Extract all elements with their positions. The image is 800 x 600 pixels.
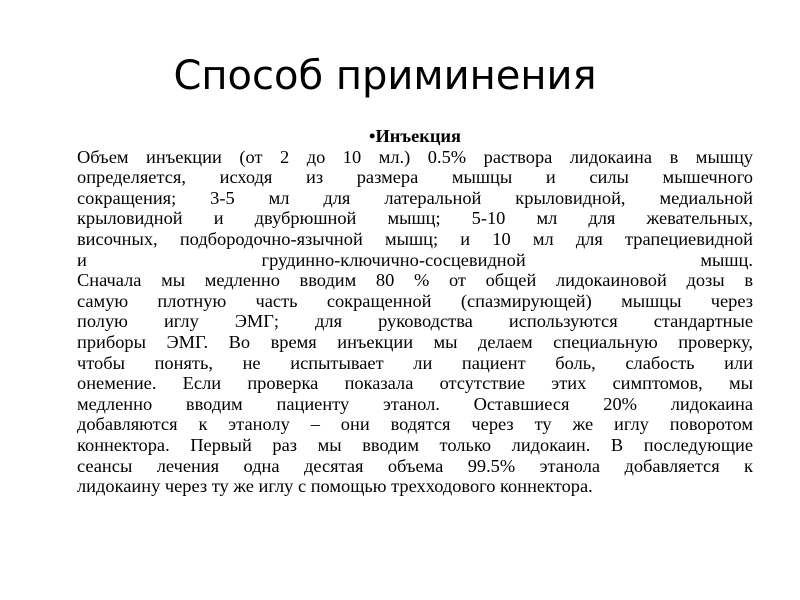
body-line: коннектора. Первый раз мы вводим только лидокаин. В последующие	[77, 434, 753, 455]
body-line: онемение. Если проверка показала отсутствие этих симптомов, мы	[77, 373, 753, 394]
body-line: самую плотную часть сокращенной (спазмирующей) мышцы через	[77, 290, 753, 311]
body-line: Объем инъекции (от 2 до 10 мл.) 0.5% раствора лидокаина в мышцу	[77, 146, 753, 167]
slide-title: Способ приминения	[173, 53, 597, 99]
body-line: определяется, исходя из размера мышцы и силы мышечного	[77, 167, 753, 188]
body-line: сокращения; 3-5 мл для латеральной крыловидной, медиальной	[77, 187, 753, 208]
body-line: височных, подбородочно-язычной мышц; и 10 мл для трапециевидной	[77, 228, 753, 249]
body-paragraph	[77, 147, 753, 497]
body-line: сеансы лечения одна десятая объема 99.5% этанола добавляется к	[77, 455, 753, 476]
body-line: полую иглу ЭМГ; для руководства используются стандартные	[77, 311, 753, 332]
body-line: Сначала мы медленно вводим 80 % от общей лидокаиновой дозы в	[77, 270, 753, 291]
body-line: добавляются к этанолу – они водятся через ту же иглу поворотом	[77, 414, 753, 435]
slide-content	[77, 126, 753, 497]
subheading: •Инъекция	[369, 126, 461, 146]
body-line: чтобы понять, не испытывает ли пациент боль, слабость или	[77, 352, 753, 373]
body-line: лидокаину через ту же иглу с помощью трехходового коннектора.	[77, 476, 593, 497]
body-line: приборы ЭМГ. Во время инъекции мы делаем специальную проверку,	[77, 331, 753, 352]
body-line: и грудинно-ключично-сосцевидной мышц.	[77, 249, 753, 270]
body-line: крыловидной и двубрюшной мышц; 5-10 мл для жевательных,	[77, 208, 753, 229]
body-line: медленно вводим пациенту этанол. Оставшиеся 20% лидокаина	[77, 393, 753, 414]
